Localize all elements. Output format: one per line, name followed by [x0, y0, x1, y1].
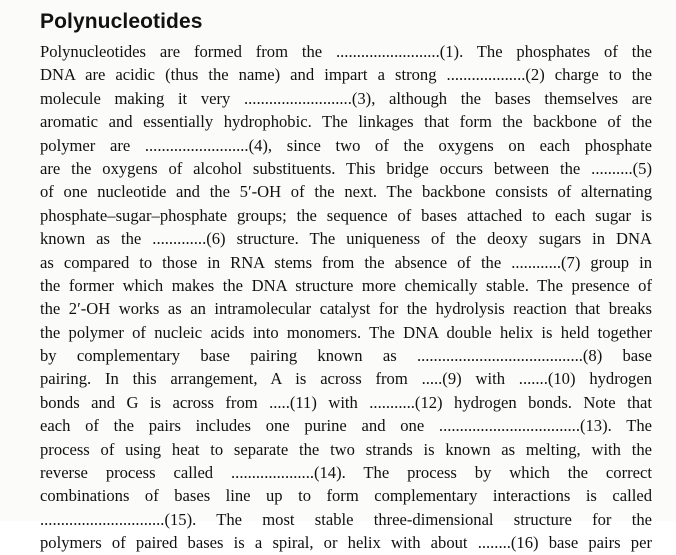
section-heading: Polynucleotides: [40, 10, 203, 33]
text-line: phosphate–sugar–phosphate groups; the sequence of bases attached to each sugar is: [40, 205, 652, 225]
text-line: DNA are acidic (thus the name) and impart a strong ...................(2) charge to the: [40, 65, 652, 85]
text-line: pairing. In this arrangement, A is across from .....(9) with .......(10) hydrogen: [40, 369, 652, 389]
text-line: combinations of bases line up to form complementary interactions is called: [40, 486, 652, 506]
paragraph: [40, 40, 652, 555]
text-line: the former which makes the DNA structure more chemically stable. The presence of: [40, 275, 652, 295]
text-line: of one nucleotide and the 5′-OH of the next. The backbone consists of alternating: [40, 182, 652, 202]
text-line: by complementary base pairing known as ........................................(8) base: [40, 346, 652, 366]
text-line: ..............................(15). The most stable three-dimensional structure for the: [40, 509, 652, 529]
text-line: the polymer of nucleic acids into monomers. The DNA double helix is held together: [40, 322, 652, 342]
text-line: known as the .............(6) structure. The uniqueness of the deoxy sugars in DNA: [40, 229, 652, 249]
text-line: reverse process called ....................(14). The process by which the correct: [40, 463, 652, 483]
text-line: Polynucleotides are formed from the .........................(1). The phosphates of the: [40, 42, 652, 61]
text-line: aromatic and essentially hydrophobic. The linkages that form the backbone of the: [40, 112, 652, 132]
text-line: process of using heat to separate the two strands is known as melting, with the: [40, 439, 652, 459]
text-line: as compared to those in RNA stems from the absence of the ............(7) group in: [40, 252, 652, 272]
text-line: are the oxygens of alcohol substituents. This bridge occurs between the ..........(5): [40, 158, 652, 178]
text-line: the 2′-OH works as an intramolecular catalyst for the hydrolysis reaction that breaks: [40, 299, 652, 319]
text-line: polymer are .........................(4), since two of the oxygens on each phosphate: [40, 135, 652, 155]
text-line: bonds and G is across from .....(11) with ...........(12) hydrogen bonds. Note that: [40, 392, 652, 412]
text-line: molecule making it very ..........................(3), although the bases themselves are: [40, 88, 652, 108]
text-line: polymers of paired bases is a spiral, or helix with about ........(16) base pairs per: [40, 533, 652, 553]
text-line: each of the pairs includes one purine and one ..................................(13). The: [40, 416, 652, 436]
